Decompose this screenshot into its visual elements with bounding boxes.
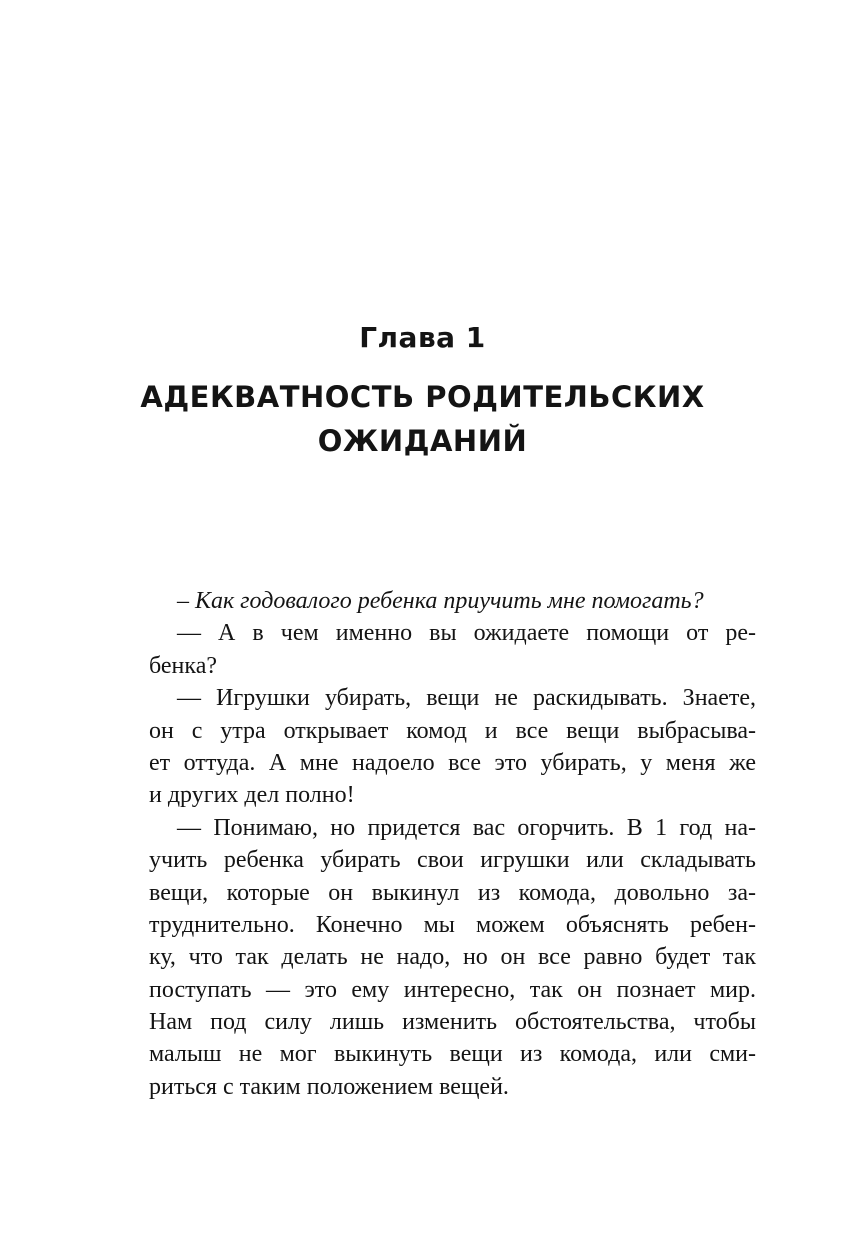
chapter-title-line-1: АДЕКВАТНОСТЬ РОДИТЕЛЬСКИХ <box>140 380 705 414</box>
text-line: риться с таким положением вещей. <box>149 1073 509 1100</box>
chapter-title <box>120 375 725 463</box>
text-line: труднительно. Конечно мы можем объяснять ребен- <box>149 911 756 938</box>
text-line-question: – Как годовалого ребенка приучить мне помогать? <box>177 588 704 614</box>
text-line: малыш не мог выкинуть вещи из комода, или сми- <box>149 1041 756 1068</box>
text-line: вещи, которые он выкинул из комода, довольно за- <box>149 879 756 906</box>
text-line: — Игрушки убирать, вещи не раскидывать. Знаете, <box>177 685 756 712</box>
text-line: — Понимаю, но придется вас огорчить. В 1 год на- <box>177 814 756 841</box>
chapter-title-line-2: ОЖИДАНИЙ <box>317 424 528 458</box>
text-line: — А в чем именно вы ожидаете помощи от ре- <box>177 620 756 647</box>
text-line: ку, что так делать не надо, но он все равно будет так <box>149 944 756 971</box>
text-line: Нам под силу лишь изменить обстоятельства, чтобы <box>149 1009 756 1036</box>
text-line: он с утра открывает комод и все вещи выбрасыва- <box>149 717 756 744</box>
text-line: и других дел полно! <box>149 782 355 809</box>
text-line: ет оттуда. А мне надоело все это убирать, у меня же <box>149 749 756 776</box>
text-line: поступать — это ему интересно, так он познает мир. <box>149 976 756 1003</box>
body-text <box>149 585 756 1103</box>
text-line: бенка? <box>149 652 217 679</box>
text-line: учить ребенка убирать свои игрушки или складывать <box>149 847 756 874</box>
chapter-label: Глава 1 <box>359 321 486 354</box>
